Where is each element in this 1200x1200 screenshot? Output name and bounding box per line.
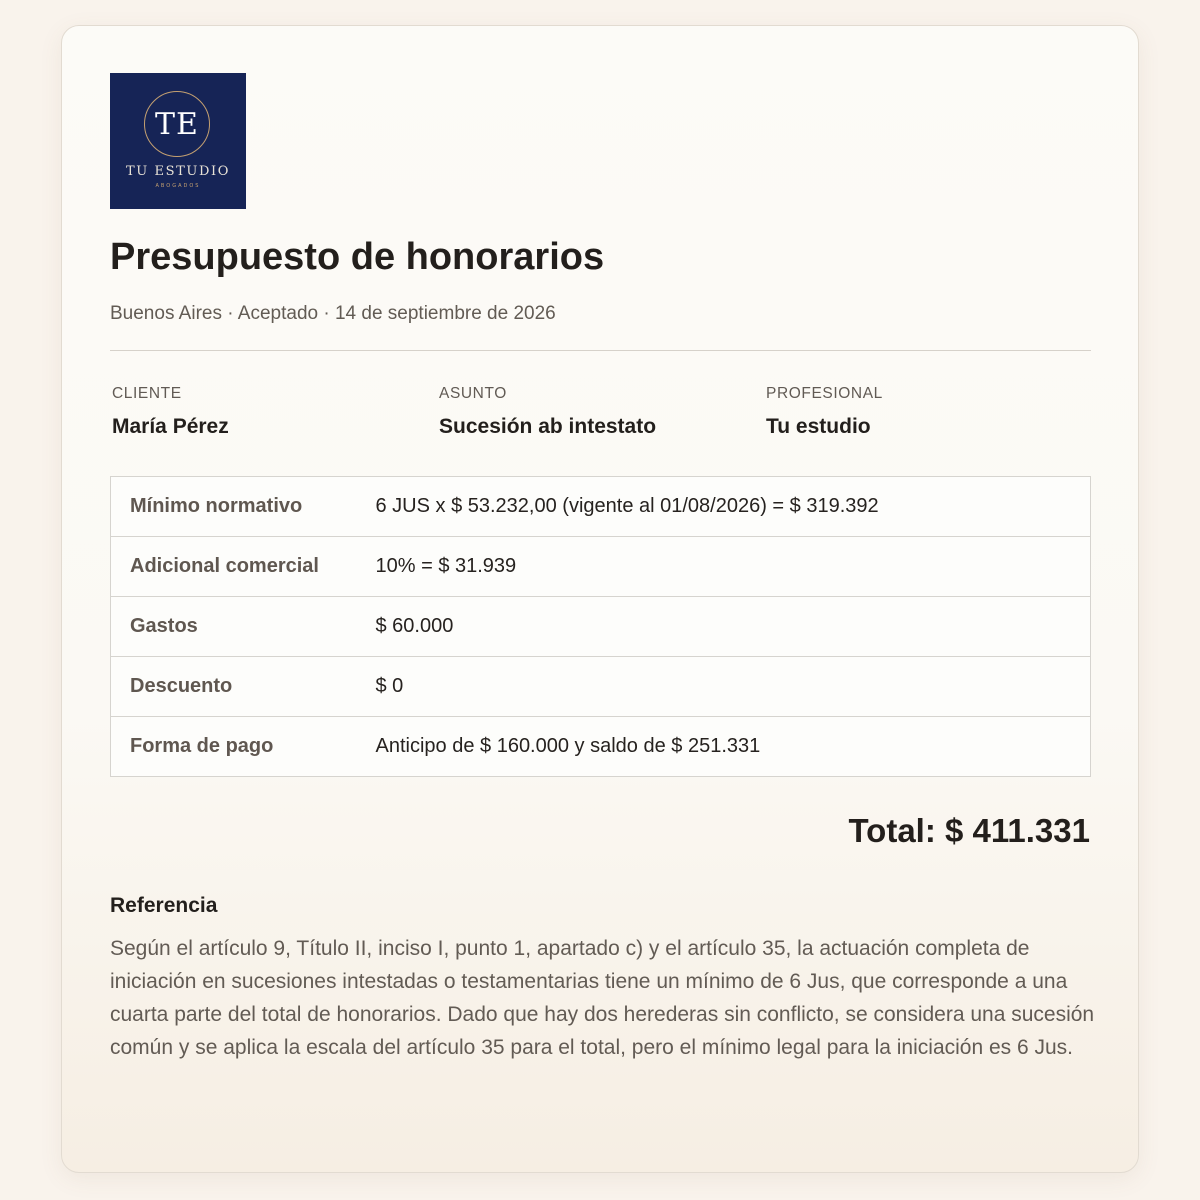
page-title: Presupuesto de honorarios: [110, 236, 605, 278]
logo-name: TU ESTUDIO: [126, 164, 230, 179]
logo-subtitle: ABOGADOS: [155, 183, 201, 189]
table-row: [111, 717, 1091, 777]
logo-monogram: TE: [144, 91, 210, 157]
table-row: [111, 537, 1091, 597]
table-row: [111, 657, 1091, 717]
matter-block: [439, 385, 656, 439]
fee-value: 6 JUS x $ 53.232,00 (vigente al 01/08/2026) = $ 319.392: [358, 477, 1091, 537]
fee-label: Adicional comercial: [111, 537, 358, 597]
firm-logo: [110, 73, 246, 209]
fee-label: Gastos: [111, 597, 358, 657]
fee-value: $ 60.000: [358, 597, 1091, 657]
fee-value: $ 0: [358, 657, 1091, 717]
fee-label: Mínimo normativo: [111, 477, 358, 537]
fee-label: Forma de pago: [111, 717, 358, 777]
table-row: [111, 597, 1091, 657]
professional-block: [766, 385, 883, 439]
budget-card: [61, 25, 1139, 1173]
client-name: María Pérez: [112, 415, 229, 438]
reference-text: Según el artículo 9, Título II, inciso I, punto 1, apartado c) y el artículo 35, la actuación completa de iniciación en sucesiones intestadas o testamentarias tiene un mínimo de 6 Jus, que corresponde a una cuarta parte del total de honorarios. Dado que hay dos herederas sin conflicto, se considera una sucesión común y se aplica la escala del artículo 35 para el total, pero el mínimo legal para la iniciación es 6 Jus.: [110, 937, 1095, 1059]
fee-value: Anticipo de $ 160.000 y saldo de $ 251.331: [358, 717, 1091, 777]
client-label: CLIENTE: [112, 385, 182, 402]
matter-label: ASUNTO: [439, 385, 507, 402]
fee-label: Descuento: [111, 657, 358, 717]
client-block: [112, 385, 229, 439]
professional-name: Tu estudio: [766, 415, 871, 438]
table-row: [111, 477, 1091, 537]
fee-value: 10% = $ 31.939: [358, 537, 1091, 597]
total-amount: Total: $ 411.331: [848, 812, 1090, 849]
header-divider: [110, 350, 1091, 351]
fees-table: [110, 476, 1091, 777]
reference-title: Referencia: [110, 894, 218, 917]
matter-name: Sucesión ab intestato: [439, 415, 657, 438]
professional-label: PROFESIONAL: [766, 385, 883, 402]
document-meta: Buenos Aires · Aceptado · 14 de septiembre de 2026: [110, 303, 556, 324]
